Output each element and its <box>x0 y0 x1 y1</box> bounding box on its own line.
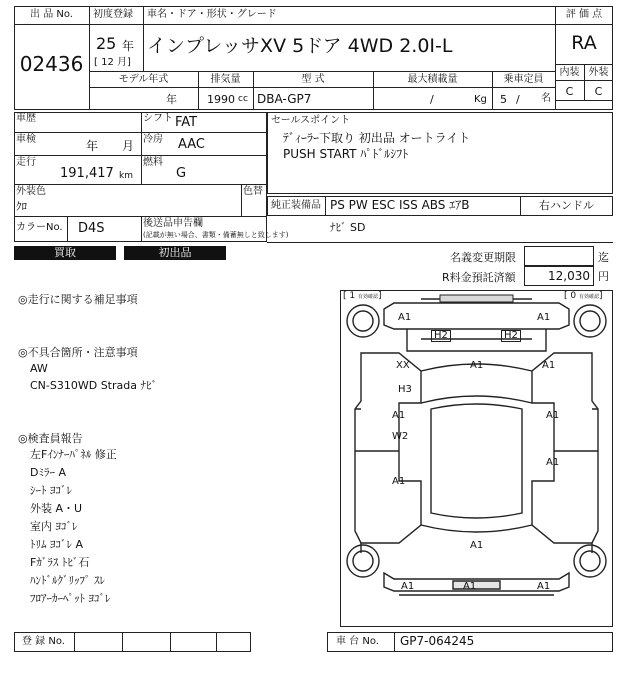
model-code-label: 型 式 <box>301 74 325 85</box>
overall-score: RA <box>571 32 597 54</box>
inspector-item: ﾄﾘﾑ ﾖｺﾞﾚ A <box>30 538 84 551</box>
inspector-item: 外装 A・U <box>30 502 83 515</box>
capacity-label: 乗車定員 <box>503 74 544 85</box>
displacement-label: 排気量 <box>210 74 241 85</box>
inspector-item: Fｶﾞﾗｽ ﾄﾋﾞ石 <box>30 556 90 569</box>
recycle-label: R料金預託済額 <box>442 271 516 284</box>
name-change-suffix: 迄 <box>598 251 609 264</box>
mark-door-rear-left: A1 <box>392 476 406 487</box>
damage-diagram-frame <box>340 290 613 627</box>
car-outline-diagram <box>341 291 612 626</box>
mark-fender-left-xx: XX <box>396 360 410 371</box>
mark-door-front-left-w2: W2 <box>392 431 409 442</box>
inspector-item: ｼｰﾄ ﾖｺﾞﾚ <box>30 484 72 497</box>
year-unit: 年 <box>122 39 135 53</box>
color-no-label: カラーNo. <box>16 222 63 233</box>
lot-label: 出 品 No. <box>30 9 73 20</box>
mark-door-front-right: A1 <box>546 410 560 421</box>
defect-item: CN-S310WD Strada ﾅﾋﾞ <box>30 379 157 392</box>
capacity-unit: 名 <box>541 93 551 104</box>
registration-label: 登 録 No. <box>22 636 65 647</box>
inspector-item: 左Fｲﾝﾅｰﾊﾟﾈﾙ 修正 <box>30 448 117 461</box>
lot-number: 02436 <box>19 52 84 76</box>
color-no-value: D4S <box>78 221 105 236</box>
model-year-label: モデル年式 <box>118 74 169 85</box>
fuel-value: G <box>176 166 187 181</box>
mileage-label: 走行 <box>16 157 36 168</box>
mark-hood-center: A1 <box>470 360 484 371</box>
mark-door-rear-right: A1 <box>546 457 560 468</box>
score-label: 評 価 点 <box>565 9 603 20</box>
inspection-year-unit: 年 <box>86 139 99 153</box>
inspection-month-unit: 月 <box>122 139 135 153</box>
defect-item: AW <box>30 362 48 375</box>
history-label: 車歴 <box>16 113 36 124</box>
model-code: DBA-GP7 <box>257 92 312 106</box>
mark-hood-left: H2 <box>431 330 451 342</box>
color-change-label: 色替 <box>243 186 263 197</box>
inspector-report-title: ◎検査員報告 <box>18 432 83 445</box>
mark-rear-bumper-right: A1 <box>537 581 551 592</box>
diagram-corner-left: [ 1 有効確認] <box>343 291 382 301</box>
defects-title: ◎不具合箇所・注意事項 <box>18 346 138 359</box>
inspector-item: Dﾐﾗｰ A <box>30 466 66 479</box>
max-load-unit: Kg <box>474 94 487 105</box>
sales-point-line-1: ﾃﾞｨｰﾗｰ下取り 初出品 オートライト <box>283 131 471 145</box>
model-year-unit: 年 <box>166 93 177 106</box>
mileage-unit: km <box>119 171 133 181</box>
first-registration-month: [ 12 月] <box>94 57 131 68</box>
mark-rear-bumper-left: A1 <box>401 581 415 592</box>
inspector-item: ﾌﾛｱｰｶｰﾍﾟｯﾄ ﾖｺﾞﾚ <box>30 592 111 605</box>
steering-side: 右ハンドル <box>539 199 594 212</box>
aftermarket-note: (記載が無い場合、書類・備蓄無しと致します) <box>143 231 289 239</box>
name-change-label: 名義変更期限 <box>450 251 516 264</box>
car-name: インプレッサXV 5ドア 4WD 2.0I-L <box>147 35 453 57</box>
mileage-value: 191,417 <box>60 166 114 181</box>
exterior-grade: C <box>594 85 603 98</box>
recycle-unit: 円 <box>598 270 609 283</box>
first-registration-label: 初度登録 <box>93 9 133 20</box>
equipment-label: 純正装備品 <box>271 200 321 211</box>
exterior-color-value: ｸﾛ <box>16 200 27 213</box>
chassis-number: GP7-064245 <box>400 634 475 648</box>
inspection-label: 車検 <box>16 134 36 145</box>
interior-grade: C <box>565 85 574 98</box>
driving-notes-title: ◎走行に関する補足事項 <box>18 293 138 306</box>
tag-first-listing: 初出品 <box>124 246 226 260</box>
equipment-items: PS PW ESC ISS ABS ｴｱB <box>330 198 470 212</box>
diagram-corner-right: [ 0 有効確認] <box>564 291 603 301</box>
mark-rear-roof: A1 <box>470 540 484 551</box>
interior-label: 内装 <box>559 67 580 78</box>
ac-value: AAC <box>178 137 205 152</box>
exterior-color-label: 外装色 <box>16 186 46 197</box>
mark-front-bumper-left: A1 <box>398 312 412 323</box>
tag-purchase: 買取 <box>14 246 116 260</box>
inspector-item: ﾊﾝﾄﾞﾙｸﾞﾘｯﾌﾟ ｽﾚ <box>30 574 105 587</box>
ac-label: 冷房 <box>143 134 163 145</box>
capacity-value: 5 <box>500 93 507 106</box>
sales-point-label: セールスポイント <box>271 115 351 126</box>
mark-door-front-left: A1 <box>392 410 406 421</box>
mark-hood-right: H2 <box>501 330 521 342</box>
max-load-slash: / <box>430 93 434 106</box>
capacity-slash: / <box>516 93 520 106</box>
recycle-value: 12,030 <box>548 269 590 283</box>
chassis-label: 車 台 No. <box>336 636 379 647</box>
shift-label: シフト <box>143 113 173 124</box>
mark-rear-bumper-center: A1 <box>463 581 477 592</box>
exterior-label: 外装 <box>588 67 609 78</box>
mark-front-bumper-right: A1 <box>537 312 551 323</box>
sales-point-line-2: PUSH START ﾊﾟﾄﾞﾙｼﾌﾄ <box>283 147 409 161</box>
mark-fender-left-h3: H3 <box>398 384 412 395</box>
fuel-label: 燃料 <box>143 157 163 168</box>
mark-fender-right: A1 <box>542 360 556 371</box>
aftermarket-label: 後送品申告欄 <box>143 218 203 229</box>
inspector-item: 室内 ﾖｺﾞﾚ <box>30 520 78 533</box>
shift-value: FAT <box>175 115 198 130</box>
name-change-box <box>524 246 594 266</box>
displacement-value: 1990 <box>207 93 235 106</box>
displacement-unit: cc <box>238 94 248 104</box>
max-load-label: 最大積載量 <box>407 74 458 85</box>
first-registration-year: 25 <box>96 34 117 53</box>
car-name-label: 車名・ドア・形状・グレード <box>147 9 277 20</box>
aftermarket-value: ﾅﾋﾞ SD <box>330 221 366 234</box>
